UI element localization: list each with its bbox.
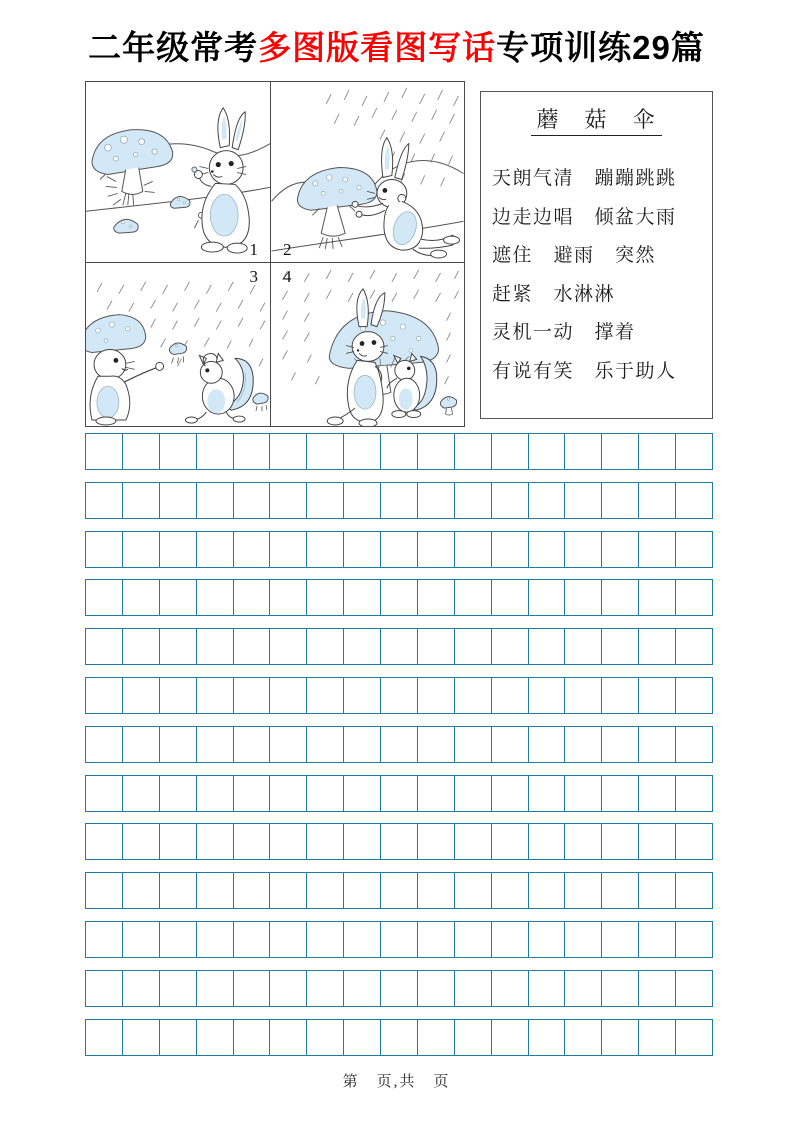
- title-highlight: 多图版看图写话: [258, 29, 497, 66]
- grid-row: [85, 872, 713, 909]
- writing-cell: [344, 824, 381, 859]
- writing-cell: [160, 727, 197, 762]
- word-bank-box: [480, 91, 713, 419]
- writing-cell: [344, 434, 381, 469]
- writing-cell: [344, 873, 381, 908]
- word-line: 赶紧 水淋淋: [492, 283, 616, 305]
- writing-cell: [160, 776, 197, 811]
- grid-row: [85, 628, 713, 665]
- panel-3-illustration: [86, 263, 270, 426]
- writing-cell: [344, 678, 381, 713]
- writing-cell: [160, 434, 197, 469]
- writing-cell: [123, 483, 160, 518]
- writing-cell: [344, 629, 381, 664]
- writing-cell: [197, 727, 234, 762]
- writing-cell: [381, 629, 418, 664]
- writing-cell: [197, 824, 234, 859]
- writing-cell: [234, 922, 271, 957]
- writing-cell: [565, 532, 602, 567]
- writing-cell: [307, 971, 344, 1006]
- writing-cell: [602, 971, 639, 1006]
- writing-cell: [381, 532, 418, 567]
- writing-cell: [455, 678, 492, 713]
- writing-cell: [492, 1020, 529, 1055]
- writing-cell: [455, 483, 492, 518]
- writing-cell: [639, 824, 676, 859]
- writing-cell: [455, 532, 492, 567]
- writing-cell: [86, 727, 123, 762]
- writing-cell: [529, 776, 566, 811]
- writing-cell: [197, 483, 234, 518]
- writing-cell: [418, 434, 455, 469]
- word-line: 边走边唱 倾盆大雨: [492, 206, 677, 228]
- writing-cell: [234, 971, 271, 1006]
- writing-cell: [676, 727, 712, 762]
- writing-cell: [123, 971, 160, 1006]
- writing-cell: [307, 776, 344, 811]
- writing-cell: [86, 922, 123, 957]
- writing-cell: [565, 580, 602, 615]
- writing-cell: [565, 727, 602, 762]
- writing-cell: [197, 873, 234, 908]
- big-mushroom-icon: [92, 130, 173, 206]
- writing-cell: [639, 678, 676, 713]
- writing-cell: [123, 532, 160, 567]
- writing-cell: [676, 824, 712, 859]
- writing-cell: [565, 971, 602, 1006]
- writing-cell: [529, 532, 566, 567]
- writing-cell: [160, 678, 197, 713]
- writing-cell: [234, 727, 271, 762]
- writing-cell: [160, 483, 197, 518]
- writing-cell: [492, 434, 529, 469]
- writing-cell: [418, 824, 455, 859]
- writing-cell: [418, 1020, 455, 1055]
- writing-cell: [307, 532, 344, 567]
- writing-cell: [234, 434, 271, 469]
- writing-cell: [455, 776, 492, 811]
- writing-cell: [602, 1020, 639, 1055]
- writing-cell: [344, 483, 381, 518]
- writing-cell: [86, 1020, 123, 1055]
- writing-cell: [676, 873, 712, 908]
- writing-cell: [234, 483, 271, 518]
- grid-row: [85, 433, 713, 470]
- writing-cell: [86, 971, 123, 1006]
- writing-cell: [307, 824, 344, 859]
- writing-grid: [85, 433, 713, 1067]
- writing-cell: [639, 483, 676, 518]
- writing-cell: [123, 678, 160, 713]
- word-bank-list: [492, 160, 712, 391]
- comic-panel-2: [271, 82, 464, 263]
- writing-cell: [639, 776, 676, 811]
- writing-cell: [455, 434, 492, 469]
- writing-cell: [565, 824, 602, 859]
- writing-cell: [160, 873, 197, 908]
- writing-cell: [270, 776, 307, 811]
- writing-cell: [565, 776, 602, 811]
- writing-cell: [344, 971, 381, 1006]
- comic-panel-4: [271, 263, 464, 426]
- writing-cell: [86, 629, 123, 664]
- writing-cell: [197, 532, 234, 567]
- squirrel-figure: [185, 353, 253, 423]
- writing-cell: [381, 873, 418, 908]
- writing-cell: [492, 922, 529, 957]
- comic-strip-frame: [85, 81, 465, 427]
- writing-cell: [307, 873, 344, 908]
- writing-cell: [639, 532, 676, 567]
- writing-cell: [455, 727, 492, 762]
- writing-cell: [270, 434, 307, 469]
- writing-cell: [381, 776, 418, 811]
- writing-cell: [123, 922, 160, 957]
- writing-cell: [492, 776, 529, 811]
- writing-cell: [234, 580, 271, 615]
- writing-cell: [86, 434, 123, 469]
- writing-cell: [565, 922, 602, 957]
- writing-cell: [270, 824, 307, 859]
- writing-cell: [270, 678, 307, 713]
- writing-cell: [234, 824, 271, 859]
- writing-cell: [123, 727, 160, 762]
- writing-cell: [270, 629, 307, 664]
- writing-cell: [492, 580, 529, 615]
- writing-cell: [344, 776, 381, 811]
- writing-cell: [418, 580, 455, 615]
- writing-cell: [492, 532, 529, 567]
- writing-cell: [676, 1020, 712, 1055]
- panel-number: 4: [283, 267, 292, 286]
- writing-cell: [270, 873, 307, 908]
- writing-cell: [307, 434, 344, 469]
- writing-cell: [307, 1020, 344, 1055]
- writing-cell: [529, 434, 566, 469]
- writing-cell: [123, 1020, 160, 1055]
- writing-cell: [639, 922, 676, 957]
- writing-cell: [492, 629, 529, 664]
- writing-cell: [123, 824, 160, 859]
- writing-cell: [676, 971, 712, 1006]
- writing-cell: [676, 532, 712, 567]
- writing-cell: [344, 580, 381, 615]
- writing-cell: [418, 776, 455, 811]
- writing-cell: [639, 580, 676, 615]
- writing-cell: [602, 629, 639, 664]
- writing-cell: [529, 873, 566, 908]
- word-line: 灵机一动 撑着: [492, 322, 636, 343]
- writing-cell: [86, 580, 123, 615]
- writing-cell: [381, 1020, 418, 1055]
- writing-cell: [418, 971, 455, 1006]
- writing-cell: [565, 873, 602, 908]
- rabbit-figure: [86, 315, 164, 425]
- writing-cell: [602, 776, 639, 811]
- grid-row: [85, 970, 713, 1007]
- writing-cell: [418, 629, 455, 664]
- writing-cell: [602, 873, 639, 908]
- writing-cell: [418, 532, 455, 567]
- writing-cell: [639, 434, 676, 469]
- writing-cell: [676, 434, 712, 469]
- writing-cell: [86, 873, 123, 908]
- writing-cell: [123, 873, 160, 908]
- writing-cell: [197, 629, 234, 664]
- writing-cell: [455, 580, 492, 615]
- writing-cell: [344, 922, 381, 957]
- writing-cell: [381, 824, 418, 859]
- writing-cell: [270, 532, 307, 567]
- comic-panel-1: [86, 82, 271, 263]
- writing-cell: [529, 971, 566, 1006]
- writing-cell: [676, 629, 712, 664]
- writing-cell: [197, 971, 234, 1006]
- writing-cell: [565, 678, 602, 713]
- word-line: 天朗气清 蹦蹦跳跳: [492, 168, 677, 189]
- writing-cell: [307, 580, 344, 615]
- grid-row: [85, 921, 713, 958]
- grid-row: [85, 579, 713, 616]
- small-mushroom-icon: [440, 397, 456, 415]
- writing-cell: [492, 873, 529, 908]
- writing-cell: [234, 532, 271, 567]
- panel-2-illustration: [271, 82, 464, 262]
- panel-4-illustration: [271, 263, 464, 426]
- writing-cell: [86, 532, 123, 567]
- grid-row: [85, 775, 713, 812]
- writing-cell: [639, 727, 676, 762]
- writing-cell: [270, 922, 307, 957]
- writing-cell: [197, 434, 234, 469]
- writing-cell: [160, 1020, 197, 1055]
- writing-cell: [676, 678, 712, 713]
- comic-panel-3: [86, 263, 271, 426]
- writing-cell: [602, 580, 639, 615]
- writing-cell: [639, 1020, 676, 1055]
- writing-cell: [639, 629, 676, 664]
- writing-cell: [676, 922, 712, 957]
- writing-cell: [160, 824, 197, 859]
- writing-cell: [565, 629, 602, 664]
- writing-cell: [381, 434, 418, 469]
- writing-cell: [307, 678, 344, 713]
- title-prefix: 二年级常考: [88, 29, 259, 66]
- writing-cell: [529, 629, 566, 664]
- writing-cell: [602, 678, 639, 713]
- writing-cell: [418, 678, 455, 713]
- writing-cell: [123, 434, 160, 469]
- writing-cell: [234, 629, 271, 664]
- writing-cell: [602, 483, 639, 518]
- grid-row: [85, 823, 713, 860]
- writing-cell: [565, 1020, 602, 1055]
- writing-cell: [529, 580, 566, 615]
- writing-cell: [602, 824, 639, 859]
- writing-cell: [492, 483, 529, 518]
- writing-cell: [455, 1020, 492, 1055]
- writing-cell: [529, 727, 566, 762]
- writing-cell: [492, 971, 529, 1006]
- page-title: [0, 22, 793, 69]
- title-suffix: 专项训练29篇: [496, 29, 705, 66]
- writing-cell: [307, 727, 344, 762]
- writing-cell: [160, 629, 197, 664]
- word-line: 有说有笑 乐于助人: [492, 360, 677, 382]
- grid-row: [85, 677, 713, 714]
- writing-cell: [160, 580, 197, 615]
- writing-cell: [381, 580, 418, 615]
- writing-cell: [307, 629, 344, 664]
- writing-cell: [565, 434, 602, 469]
- writing-cell: [492, 727, 529, 762]
- writing-cell: [529, 483, 566, 518]
- writing-cell: [86, 824, 123, 859]
- writing-cell: [197, 922, 234, 957]
- writing-cell: [602, 922, 639, 957]
- writing-cell: [270, 483, 307, 518]
- writing-cell: [381, 727, 418, 762]
- writing-cell: [602, 532, 639, 567]
- writing-cell: [418, 727, 455, 762]
- grid-row: [85, 1019, 713, 1056]
- panel-number: 1: [249, 240, 258, 259]
- writing-cell: [455, 873, 492, 908]
- writing-cell: [160, 922, 197, 957]
- writing-cell: [307, 922, 344, 957]
- writing-cell: [529, 678, 566, 713]
- writing-cell: [197, 1020, 234, 1055]
- writing-cell: [86, 678, 123, 713]
- writing-cell: [455, 824, 492, 859]
- writing-cell: [197, 580, 234, 615]
- writing-cell: [565, 483, 602, 518]
- page-footer: 第 页,共 页: [342, 1074, 451, 1090]
- writing-cell: [529, 824, 566, 859]
- writing-cell: [86, 776, 123, 811]
- writing-cell: [270, 580, 307, 615]
- writing-cell: [197, 678, 234, 713]
- writing-cell: [234, 1020, 271, 1055]
- word-bank-title-text: 蘑 菇 伞: [531, 107, 661, 136]
- writing-cell: [234, 776, 271, 811]
- writing-cell: [197, 776, 234, 811]
- writing-cell: [602, 727, 639, 762]
- writing-cell: [455, 922, 492, 957]
- writing-cell: [234, 678, 271, 713]
- writing-cell: [639, 873, 676, 908]
- writing-cell: [307, 483, 344, 518]
- writing-cell: [418, 873, 455, 908]
- writing-cell: [344, 727, 381, 762]
- rabbit-figure: [192, 108, 249, 253]
- panel-number: 3: [249, 267, 258, 286]
- writing-cell: [344, 532, 381, 567]
- writing-cell: [418, 483, 455, 518]
- grid-row: [85, 482, 713, 519]
- writing-cell: [381, 971, 418, 1006]
- writing-cell: [270, 1020, 307, 1055]
- writing-cell: [160, 971, 197, 1006]
- writing-cell: [418, 922, 455, 957]
- writing-cell: [123, 629, 160, 664]
- writing-cell: [676, 776, 712, 811]
- writing-cell: [270, 727, 307, 762]
- writing-cell: [492, 824, 529, 859]
- word-bank-title: [481, 103, 712, 134]
- writing-cell: [381, 678, 418, 713]
- writing-cell: [86, 483, 123, 518]
- panel-1-illustration: [86, 82, 270, 262]
- writing-cell: [381, 483, 418, 518]
- grid-row: [85, 531, 713, 568]
- writing-cell: [602, 434, 639, 469]
- writing-cell: [492, 678, 529, 713]
- writing-cell: [160, 532, 197, 567]
- writing-cell: [455, 971, 492, 1006]
- writing-cell: [639, 971, 676, 1006]
- writing-cell: [123, 776, 160, 811]
- grid-row: [85, 726, 713, 763]
- writing-cell: [455, 629, 492, 664]
- writing-cell: [344, 1020, 381, 1055]
- small-mushrooms-icon: [114, 197, 190, 234]
- writing-cell: [234, 873, 271, 908]
- writing-cell: [270, 971, 307, 1006]
- writing-cell: [529, 922, 566, 957]
- writing-cell: [676, 580, 712, 615]
- word-line: 遮住 避雨 突然: [492, 245, 657, 266]
- writing-cell: [676, 483, 712, 518]
- panel-number: 2: [283, 240, 292, 259]
- writing-cell: [381, 922, 418, 957]
- writing-cell: [529, 1020, 566, 1055]
- writing-cell: [123, 580, 160, 615]
